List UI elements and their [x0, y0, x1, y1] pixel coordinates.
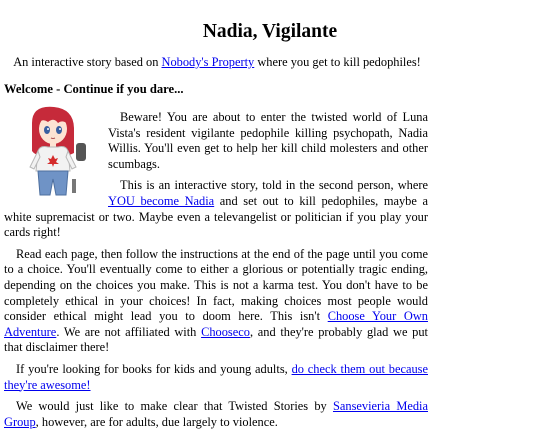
paragraph-3-before: Read each page, then follow the instructions at the end of the page until you come to a choice. You'll eventually come to either a glorious or potentially tragic ending, depending on the choices you make. This is not a karma test. You don't have to be completely ethical in your choices! In fact, making choices most people would consider ethical might lead you to doom here. This isn't — [4, 246, 428, 324]
paragraph-5-before: We would just like to make clear that Twisted Stories by — [16, 399, 333, 414]
paragraph-5-after: , however, are for adults, due largely to violence. — [35, 414, 278, 429]
paragraph-3-after: , and they're probably glad we put that disclaimer there! — [4, 324, 428, 355]
choose-your-own-adventure-link[interactable]: Choose Your Own Adventure — [4, 309, 428, 339]
page-title: Nadia, Vigilante — [202, 21, 338, 42]
anime-girl-avatar-icon — [18, 107, 100, 195]
kids-books-paragraph — [4, 362, 428, 393]
chooseco-link[interactable]: Chooseco — [201, 324, 250, 339]
sansevieria-media-group-link[interactable]: Sansevieria Media Group — [4, 399, 428, 429]
story-content — [4, 110, 428, 436]
intro-paragraph: Beware! You are about to enter the twisted world of Luna Vista's resident vigilante pedophile killing psychopath, Nadia Willis. You'll even get to help her kill child molesters and other scumbags. — [108, 110, 428, 171]
adults-disclaimer-paragraph — [4, 399, 428, 430]
paragraph-2-before: This is an interactive story, told in the second person, where — [120, 178, 428, 193]
paragraph-3-middle: . We are not affiliated with — [56, 324, 202, 339]
welcome-heading: Welcome - Continue if you dare... — [4, 82, 184, 96]
you-become-nadia-link[interactable]: YOU become Nadia — [108, 193, 215, 208]
paragraph-4-before: If you're looking for books for kids and young adults, — [16, 361, 292, 376]
page-subtitle — [0, 55, 434, 71]
subtitle-text-after: where you get to kill pedophiles! — [254, 55, 421, 69]
instructions-paragraph — [4, 247, 428, 356]
paragraph-2-after: and set out to kill pedophiles, maybe a white supremacist or two. Maybe even a televangelist or politician if you play your cards right! — [4, 193, 428, 240]
check-them-out-link[interactable]: do check them out because they're awesome! — [4, 361, 428, 392]
nobodys-property-link[interactable]: Nobody's Property — [161, 55, 255, 69]
subtitle-text-before: An interactive story based on — [13, 55, 162, 69]
